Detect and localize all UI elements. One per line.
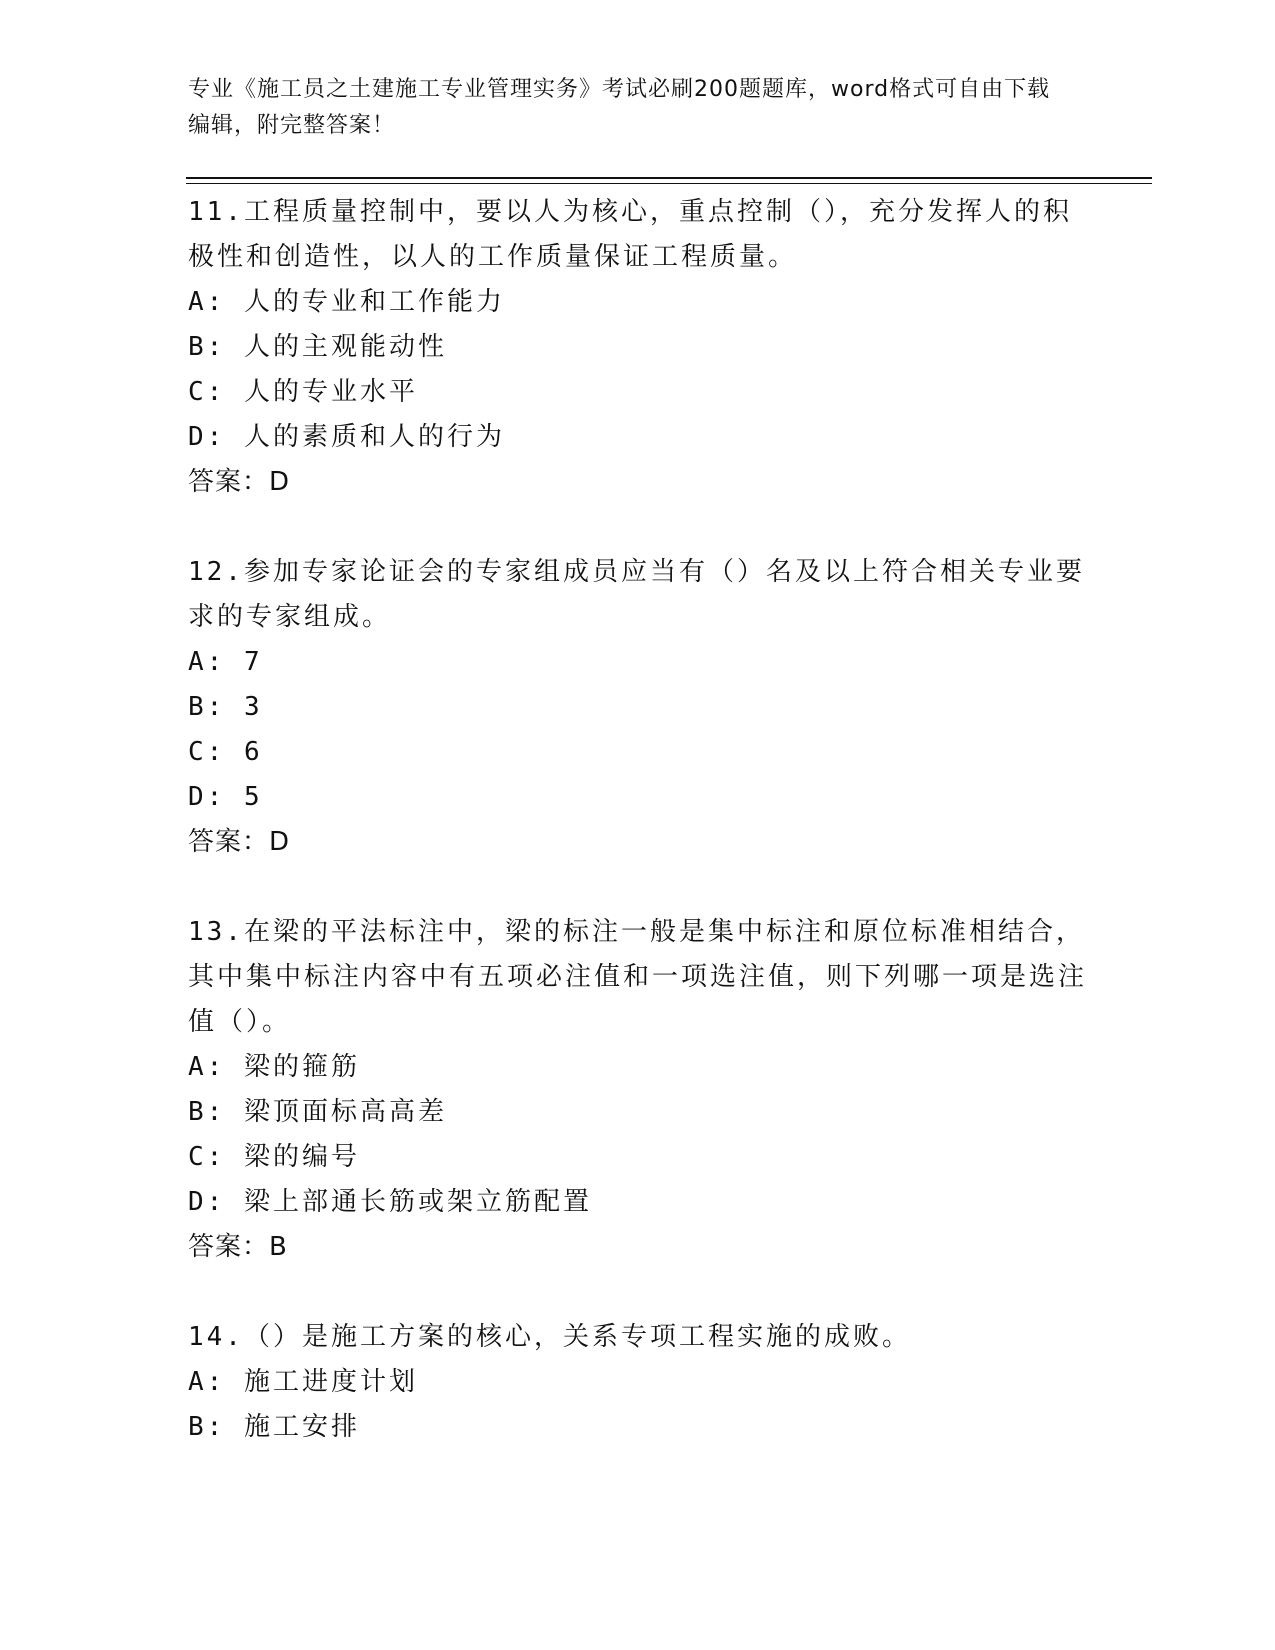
answer-line: 答案：D [188,467,291,497]
option-a: A: 人的专业和工作能力 [188,287,505,317]
option-a: A: 施工进度计划 [188,1367,418,1397]
question-text: 11.工程质量控制中，要以人为核心，重点控制（），充分发挥人的积极性和创造性，以人的工作质量保证工程质量。 [188,197,1072,272]
option-c: C: 梁的编号 [188,1142,360,1172]
question-list [188,190,1088,1495]
option-b: B: 人的主观能动性 [188,332,447,362]
option-a: A: 7 [188,647,263,677]
question-11 [188,190,1088,505]
question-12 [188,550,1088,865]
option-b: B: 梁顶面标高高差 [188,1097,447,1127]
header-divider-thick [186,177,1152,179]
answer-line: 答案：D [188,827,291,857]
option-b: B: 3 [188,692,263,722]
question-text: 13.在梁的平法标注中，梁的标注一般是集中标注和原位标准相结合，其中集中标注内容中有五项必注值和一项选注值，则下列哪一项是选注值（）。 [188,917,1088,1037]
question-13 [188,910,1088,1270]
question-text: 14.（）是施工方案的核心，关系专项工程实施的成败。 [188,1322,911,1352]
option-d: D: 人的素质和人的行为 [188,422,505,452]
option-b: B: 施工安排 [188,1412,360,1442]
option-d: D: 梁上部通长筋或架立筋配置 [188,1187,592,1217]
option-c: C: 人的专业水平 [188,377,418,407]
answer-line: 答案：B [188,1232,288,1262]
question-text: 12.参加专家论证会的专家组成员应当有（）名及以上符合相关专业要求的专家组成。 [188,557,1085,632]
option-c: C: 6 [188,737,263,767]
option-a: A: 梁的箍筋 [188,1052,360,1082]
header-divider-thin [186,183,1152,184]
option-d: D: 5 [188,782,263,812]
question-14 [188,1315,1088,1450]
document-header: 专业《施工员之土建施工专业管理实务》考试必刷200题题库，word格式可自由下载编辑，附完整答案！ [188,77,1051,138]
